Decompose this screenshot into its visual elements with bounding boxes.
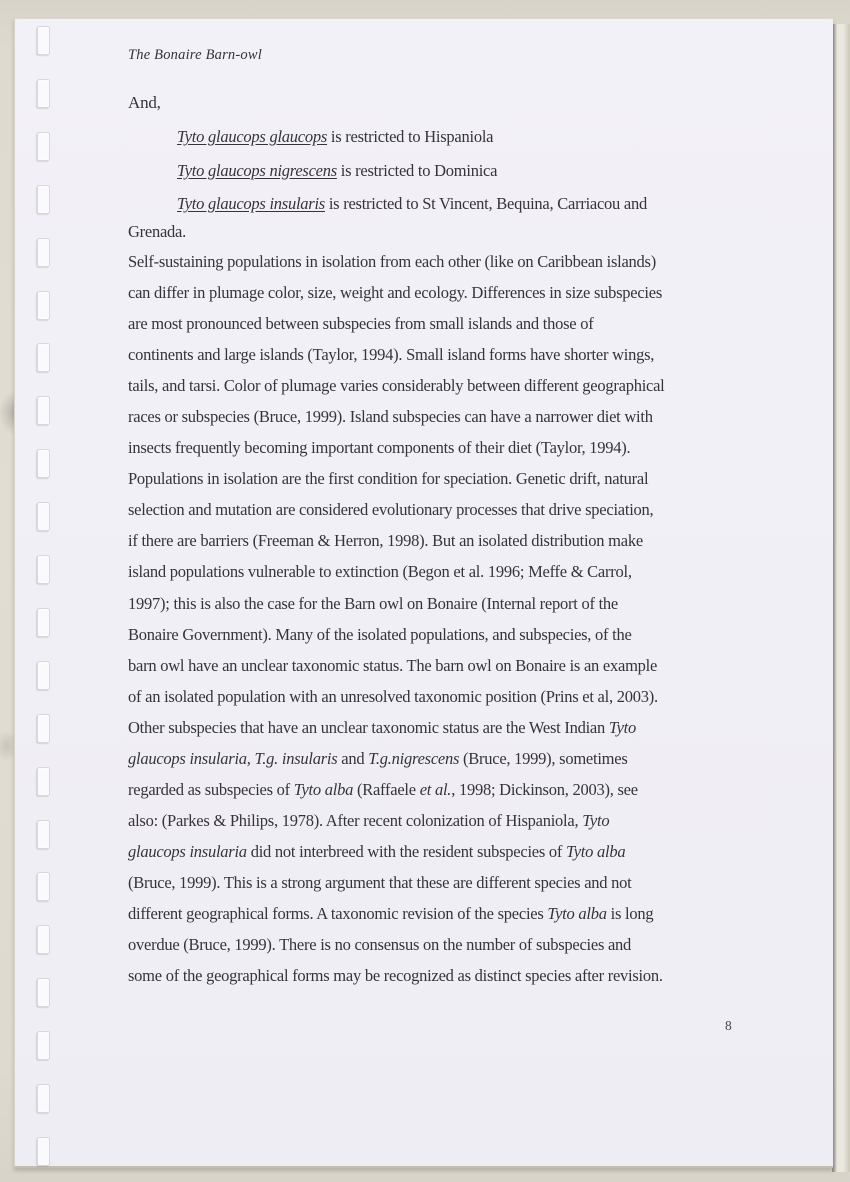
binding-hole	[37, 820, 50, 849]
binding-hole	[37, 238, 50, 267]
species-name: Tyto glaucops nigrescens	[177, 160, 337, 180]
binding-hole	[37, 185, 50, 214]
text-line	[128, 898, 665, 929]
italic-text: glaucops insularia	[128, 841, 247, 861]
binding-hole	[37, 872, 50, 901]
text-segment: also: (Parkes & Philips, 1978). After recent colonization of Hispaniola,	[128, 810, 583, 830]
text-segment: races or subspecies (Bruce, 1999). Island subspecies can have a narrower diet with	[128, 407, 653, 427]
text-segment: (Bruce, 1999). This is a strong argument that these are different species and not	[128, 872, 632, 892]
text-line	[128, 867, 665, 898]
text-line	[128, 805, 665, 836]
text-segment: different geographical forms. A taxonomic revision of the species	[128, 903, 548, 923]
text-line	[128, 774, 665, 805]
text-segment: (Raffaele	[353, 779, 420, 799]
text-line	[128, 556, 665, 587]
binding-hole	[37, 714, 50, 743]
binding-hole	[37, 26, 50, 55]
text-segment: 1997); this is also the case for the Barn owl on Bonaire (Internal report of the	[128, 593, 618, 613]
species-name: Tyto glaucops glaucops	[177, 127, 328, 146]
text-line	[128, 525, 665, 556]
text-segment: continents and large islands (Taylor, 1994). Small island forms have shorter wings,	[128, 345, 655, 365]
italic-text: Tyto	[582, 810, 610, 830]
text-segment: (Bruce, 1999), sometimes	[459, 748, 628, 768]
document-page	[14, 18, 833, 1168]
binding-hole	[37, 396, 50, 425]
binding-hole	[37, 1031, 50, 1060]
binding-hole	[37, 502, 50, 531]
text-line	[128, 588, 665, 619]
text-segment: of an isolated population with an unresolved taxonomic position (Prins et al, 2003).	[128, 686, 658, 706]
text-segment: selection and mutation are considered evolutionary processes that drive speciation,	[128, 500, 654, 520]
text-line	[128, 401, 665, 432]
text-line	[128, 432, 665, 463]
binding-hole	[37, 925, 50, 954]
text-line	[128, 681, 665, 712]
intro-lead: And,	[128, 93, 161, 112]
body-paragraph	[128, 246, 665, 991]
text-segment: , 1998; Dickinson, 2003), see	[451, 779, 638, 799]
text-segment: Bonaire Government). Many of the isolated populations, and subspecies, of the	[128, 624, 632, 644]
binding-hole	[37, 555, 50, 584]
running-header: The Bonaire Barn-owl	[128, 47, 262, 63]
page-number: 8	[725, 1018, 732, 1033]
species-range-text: is restricted to Dominica	[336, 160, 498, 180]
text-segment: if there are barriers (Freeman & Herron, 1998). But an isolated distribution make	[128, 531, 643, 551]
binding-hole	[37, 767, 50, 796]
text-line	[128, 929, 665, 960]
text-segment: Self-sustaining populations in isolation from each other (like on Caribbean islands)	[128, 252, 656, 271]
binding-hole	[37, 291, 50, 320]
text-segment: overdue (Bruce, 1999). There is no consensus on the number of subspecies and	[128, 935, 632, 955]
text-segment: and	[337, 748, 369, 768]
text-line	[128, 370, 665, 401]
italic-text: et al.	[419, 779, 452, 799]
text-segment: barn owl have an unclear taxonomic status. The barn owl on Bonaire is an example	[128, 655, 658, 675]
binding-hole	[37, 1137, 50, 1166]
text-line	[128, 743, 665, 774]
italic-text: T.g.nigrescens	[368, 748, 460, 768]
italic-text: Tyto alba	[293, 779, 354, 799]
text-segment: insects frequently becoming important components of their diet (Taylor, 1994).	[128, 438, 631, 458]
text-line	[128, 960, 665, 991]
binding-hole	[37, 132, 50, 161]
species-line	[177, 187, 647, 221]
text-segment: regarded as subspecies of	[128, 779, 294, 799]
species-continuation: Grenada.	[128, 222, 187, 241]
italic-text: glaucops insularia, T.g. insularis	[128, 748, 338, 768]
binding-hole	[37, 449, 50, 478]
italic-text: Tyto	[608, 717, 636, 737]
binding-hole	[37, 661, 50, 690]
text-segment: Other subspecies that have an unclear taxonomic status are the West Indian	[128, 717, 609, 737]
text-segment: can differ in plumage color, size, weight and ecology. Differences in size subspecies	[128, 283, 663, 303]
species-name: Tyto glaucops insularis	[177, 194, 325, 213]
binding-hole	[37, 1084, 50, 1113]
text-segment: island populations vulnerable to extinction (Begon et al. 1996; Meffe & Carrol,	[128, 562, 632, 582]
species-line	[177, 120, 647, 154]
text-line	[128, 277, 665, 308]
text-line	[128, 712, 665, 743]
underlying-page-edge	[832, 24, 850, 1172]
text-line	[128, 494, 665, 525]
text-line	[128, 463, 665, 494]
binding-hole	[37, 343, 50, 372]
text-segment: Populations in isolation are the first condition for speciation. Genetic drift, natural	[128, 469, 649, 489]
text-segment: is long	[606, 903, 654, 923]
text-segment: tails, and tarsi. Color of plumage varies considerably between different geographical	[128, 376, 665, 396]
binding-hole	[37, 978, 50, 1007]
text-line	[128, 619, 665, 650]
italic-text: Tyto alba	[566, 841, 626, 861]
text-line	[128, 246, 665, 277]
binding-hole	[37, 79, 50, 108]
species-range-text: is restricted to St Vincent, Bequina, Carriacou and	[324, 194, 648, 213]
text-segment: are most pronounced between subspecies from small islands and those of	[128, 314, 594, 334]
text-segment: did not interbreed with the resident subspecies of	[246, 841, 567, 861]
species-range-text: is restricted to Hispaniola	[327, 127, 494, 146]
text-line	[128, 339, 665, 370]
text-segment: some of the geographical forms may be recognized as distinct species after revision.	[128, 966, 663, 986]
italic-text: Tyto alba	[547, 903, 607, 923]
binding-holes	[15, 19, 75, 1166]
species-line	[177, 154, 647, 188]
text-line	[128, 650, 665, 681]
text-line	[128, 308, 665, 339]
binding-hole	[37, 608, 50, 637]
text-line	[128, 836, 665, 867]
species-list	[177, 120, 647, 221]
